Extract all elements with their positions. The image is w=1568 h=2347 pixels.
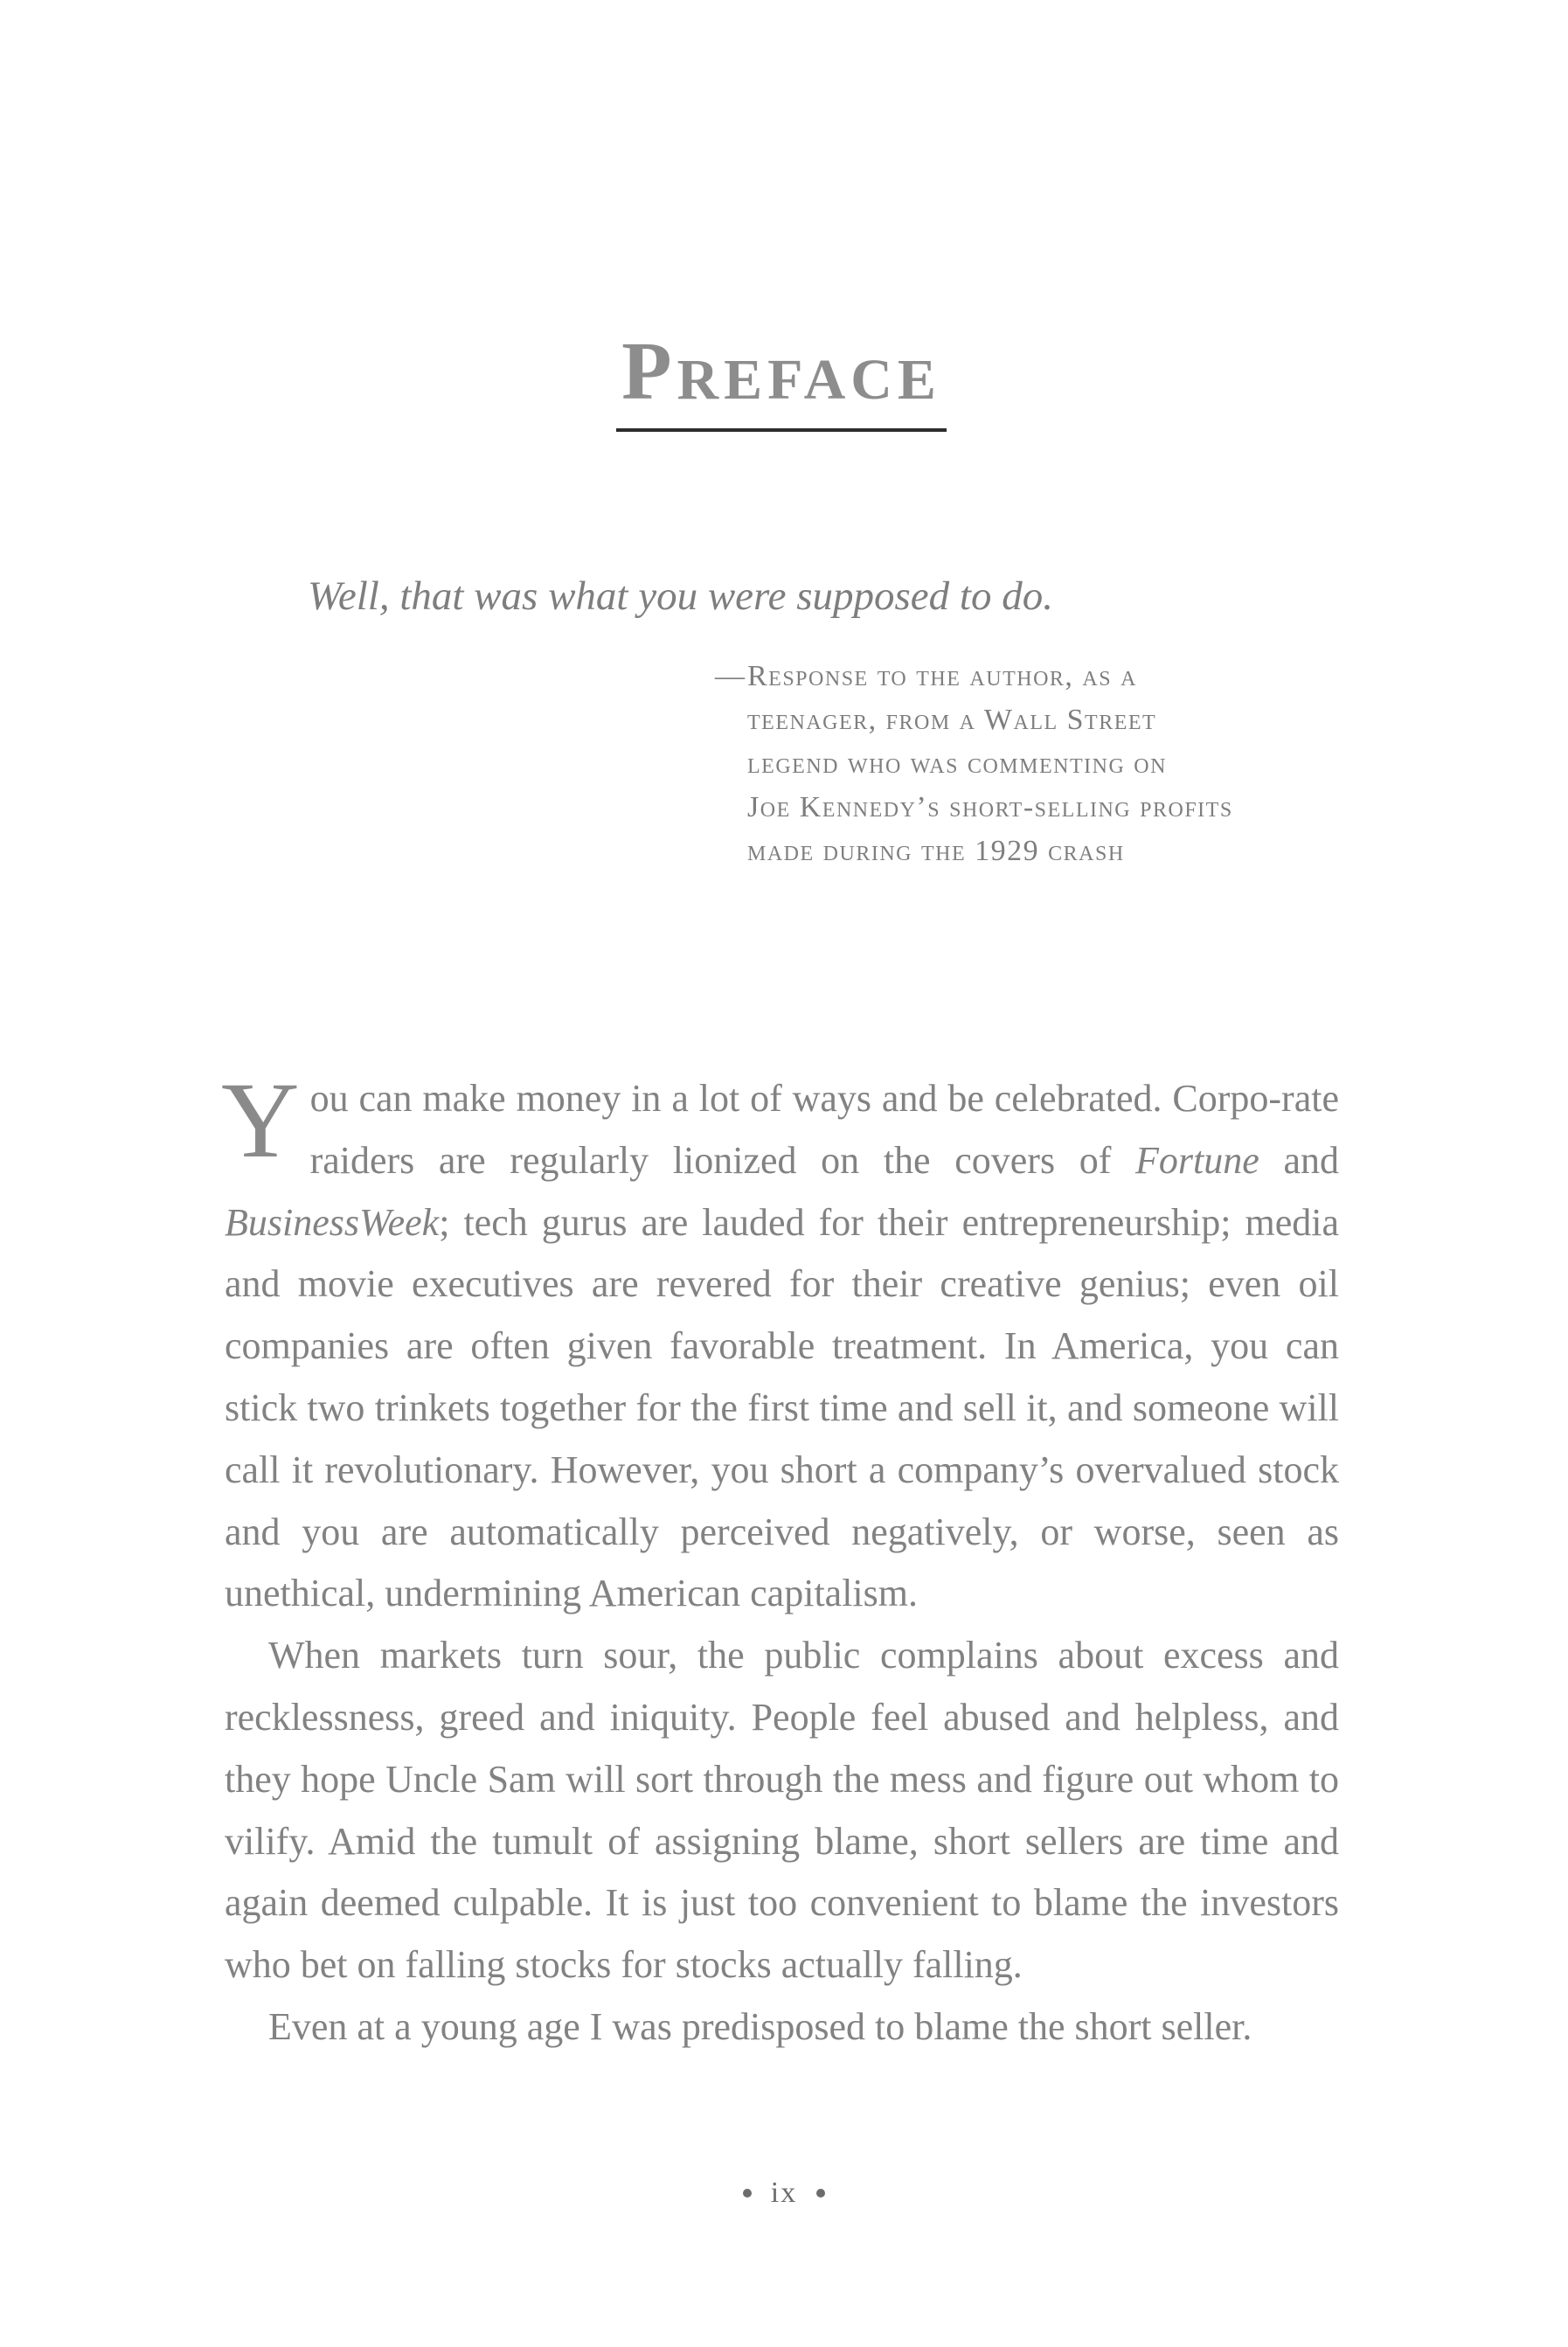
attribution-line: teenager, from a Wall Street	[747, 704, 1157, 736]
paragraph-1	[221, 1060, 1339, 1625]
page-number-text: ix	[770, 2177, 798, 2209]
chapter-title: Preface	[621, 326, 941, 417]
attribution-line: Joe Kennedy’s short-selling profits	[747, 791, 1233, 823]
attribution-dash: —	[715, 660, 746, 692]
drop-cap: Y	[221, 1060, 300, 1180]
paragraph-1-text-b: and	[1259, 1138, 1339, 1182]
body-text	[221, 1060, 1339, 2059]
folio-bullet-right	[816, 2189, 825, 2198]
magazine-title-fortune: Fortune	[1135, 1138, 1259, 1182]
paragraph-1-text-c: ; tech gurus are lauded for their entrepreneurship; media and movie executives are revered for their creative genius; even oil companies are often given favorable treatment. In America, you can stick two trinkets together for the first time and sell it, and someone will call it revolutionary. However, you short a company’s overvalued stock and you are automatically perceived negatively, or worse, seen as unethical, undermining American capitalism.	[225, 1200, 1339, 1615]
paragraph-1-text-a: ou can make money in a lot of ways and be celebrated. Corpo-rate raiders are regularly lionized on the covers of	[309, 1077, 1339, 1182]
folio-bullet-left	[743, 2189, 752, 2198]
page-number	[0, 2177, 1568, 2210]
paragraph-3: Even at a young age I was predisposed to blame the short seller.	[268, 2004, 1252, 2048]
chapter-heading	[612, 326, 951, 432]
attribution-line: Response to the author, as a	[747, 660, 1137, 692]
epigraph-quote: Well, that was what you were supposed to do.	[308, 573, 1053, 619]
paragraph-2: When markets turn sour, the public complains about excess and recklessness, greed and iniquity. People feel abused and helpless, and they hope Uncle Sam will sort through the mess and figure out whom to vilify. Amid the tumult of assigning blame, short sellers are time and again deemed culpable. It is just too convenient to blame the investors who bet on falling stocks for stocks actually falling.	[225, 1634, 1339, 1987]
title-underline-rule	[616, 428, 947, 432]
attribution-line: legend who was commenting on	[747, 747, 1167, 780]
attribution-line: made during the 1929 crash	[747, 835, 1125, 867]
attribution-lines	[747, 655, 1233, 873]
magazine-title-businessweek: BusinessWeek	[225, 1200, 440, 1244]
